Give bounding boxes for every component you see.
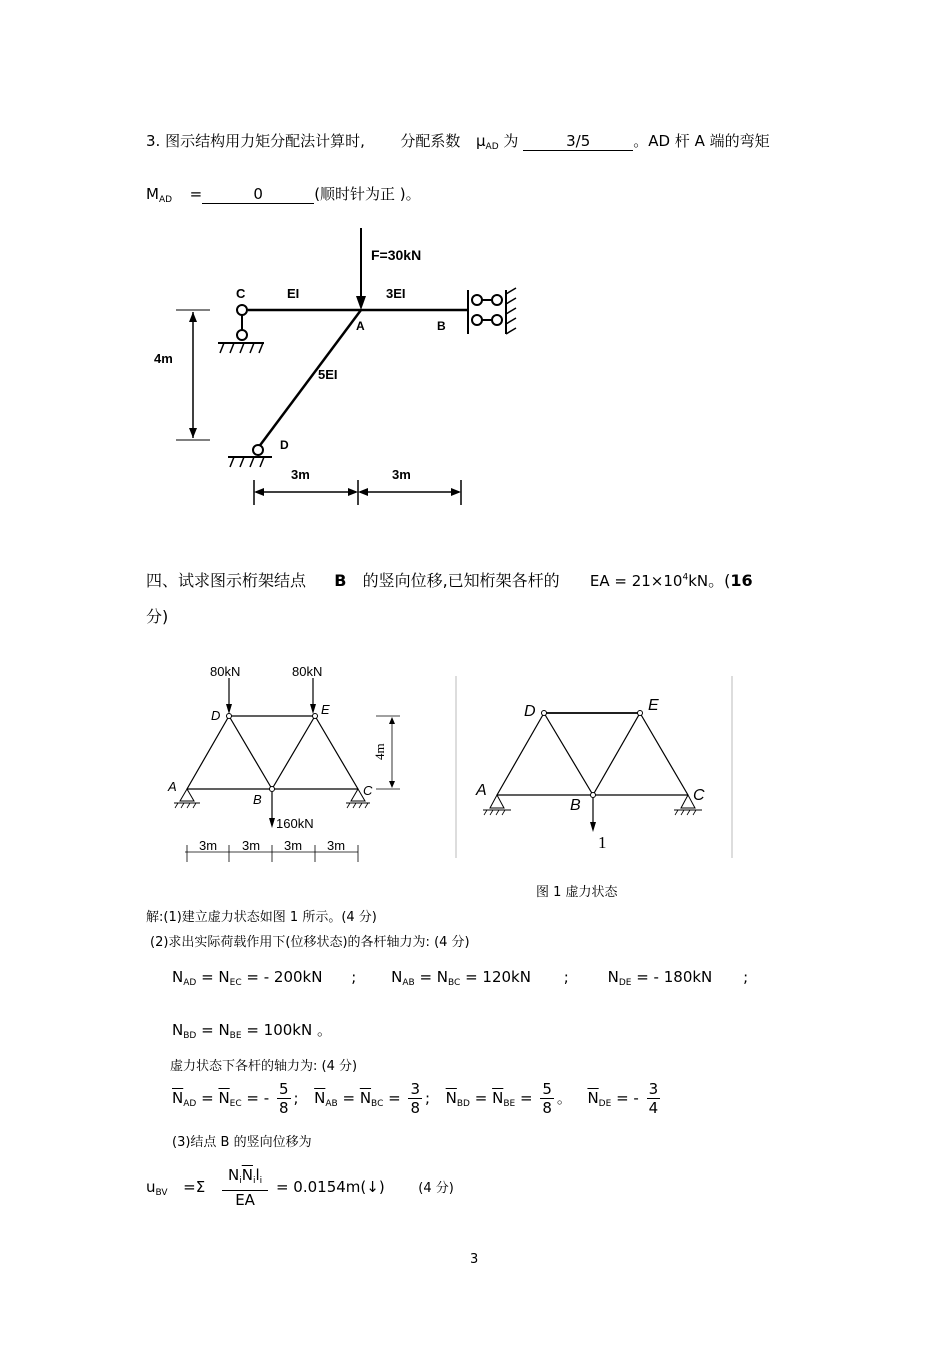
q4-line1 [146,568,753,591]
virtual-node-E-label: E [648,697,659,714]
moment-symbol: M [146,185,159,203]
mu-symbol: μ [476,132,486,150]
dim-3-label: 3m [284,838,303,853]
n-de: N [607,968,619,986]
ei-CA-label: EI [287,286,300,301]
virtual-node-A-label: A [476,782,487,799]
node-B-label: B [253,792,262,807]
q4-node-b: B [334,571,347,590]
wall-hatch-B-icon [506,288,516,334]
ea-value: EA = 21×10 [589,572,683,590]
roller-B1-icon [472,295,482,305]
n-ab-value: = 120kN [460,968,531,986]
q4-line2: 分) [146,607,169,626]
q4-text-a: 四、试求图示桁架结点 [146,571,307,590]
n-bd-value: = 100kN 。 [241,1021,332,1039]
formula-score: (4 分) [418,1181,454,1196]
node-E-label: E [321,702,330,717]
node-C-label: C [363,783,373,798]
displacement-fraction: $\frac{N_i\overline{N}_il_i}{EA}$ [222,1166,268,1209]
real-forces-line1: $N_{AD} = N_{EC}$ = - 200kN ; $N_{AB} = N_{BC} = 120kN$ ; $N_{DE}$ = - 180kN ; [172,968,749,988]
q3-text1: 3. 图示结构用力矩分配法计算时, [146,132,365,150]
real-forces-line2: $N_{BD} = N_{BE} = 100kN$ 。 [172,1021,332,1041]
down-arrow-icon: ↓ [366,1178,379,1196]
dim-1-label: 3m [199,838,218,853]
q3-text2: 分配系数 [400,132,461,150]
load-1-label: 80kN [210,664,241,679]
q3-line1 [146,130,770,152]
q4-score: 16 [730,571,753,590]
virtual-state-figure [452,672,737,862]
solution-step3: (3)结点 B 的竖向位移为 [172,1135,312,1150]
unit-load-arrow-icon [590,822,596,832]
answer-blank-1: 3/5 [523,132,633,151]
solution-step1: 解:(1)建立虚力状态如图 1 所示。(4 分) [146,910,377,925]
load-2-label: 80kN [292,664,323,679]
node-B-label: B [437,319,446,333]
n-bc: = N [414,968,448,986]
displacement-formula: $u_{BV} =\Sigma$ $\frac{N_i\overline{N}_il_i}{EA}$ = 0.0154m(↓) (4 分) [146,1166,454,1209]
moment-subscript: AD [158,195,173,205]
q3-text4: 。AD 杆 A 端的弯矩 [633,132,770,150]
virtual-node-B-label: B [570,797,581,814]
displacement-result: = 0.0154m( [275,1178,367,1196]
virtual-forces-line: $\overline{N}_{AD} = \overline{N}_{EC}$ = - $\frac{5}{8}$ ; $\overline{N}_{AB} = \overline{N}_{BC}$ = $\frac{3}{8}$ ; $\overline{N}_{BD} = \overline{N}_{BE}$ = $\frac{5}{8}$ 。 $\overline{N}_{DE}$ = - $\frac{3}{4}$ [172,1080,659,1117]
roller-B4-icon [492,315,502,325]
span-left-label: 3m [291,467,310,482]
member-AD [258,310,361,448]
roller-B3-icon [472,315,482,325]
fraction-5-8-b: $\frac{5}{8}$ [542,1080,552,1117]
virtual-truss-members [497,713,688,795]
node-A-label: A [168,779,177,794]
q3-line2 [146,183,421,205]
n-bd: N [172,1021,184,1039]
equals-sign: = [189,185,203,203]
virtual-node-D-label: D [524,703,536,720]
fraction-5-8-a: $\frac{5}{8}$ [278,1080,289,1117]
load-3-label: 160kN [276,816,314,831]
dim-4-label: 3m [327,838,346,853]
n-be: = N [196,1021,230,1039]
node-D-label: D [211,708,221,723]
fraction-3-8: $\frac{3}{8}$ [410,1080,421,1117]
node-C-label: C [236,286,246,301]
height-label: 4m [154,351,173,366]
virtual-node-C-label: C [693,787,705,804]
load-arrowhead-icon [356,296,366,310]
node-A-label: A [356,319,365,333]
height-label: 4m [372,743,387,760]
solution-step2: (2)求出实际荷载作用下(位移状态)的各杆轴力为: (4 分) [150,935,470,950]
dim-2-label: 3m [242,838,261,853]
hinge-C-icon [237,305,247,315]
n-ad: N [172,968,184,986]
ground-hatch-D-icon [230,457,264,467]
span-right-label: 3m [392,467,411,482]
q3-text5: (顺时针为正 )。 [314,185,421,203]
n-ab: N [391,968,403,986]
n-ad-value: = - 200kN [241,968,323,986]
unit-load-label: 1 [598,833,607,852]
n-ec: = N [196,968,230,986]
load-B-arrow-icon [269,818,275,828]
u-symbol: u [146,1178,156,1196]
truss-members [187,716,358,789]
figure-caption: 图 1 虚力状态 [536,885,618,900]
page-number: 3 [470,1252,479,1267]
load-E-arrow-icon [310,704,316,714]
mu-subscript: AD [485,142,499,152]
ground-hatch-C-icon [220,343,263,353]
frame-figure [140,222,540,522]
ei-AD-label: 5EI [318,367,338,382]
ea-unit: kN [688,572,709,590]
ea-exponent: 4 [682,572,689,583]
virtual-title: 虚力状态下各杆的轴力为: (4 分) [170,1059,358,1074]
support-A-icon [180,789,194,801]
virtual-support-A-icon [490,795,504,808]
q3-text3: 为 [503,132,519,150]
roller-B2-icon [492,295,502,305]
q4-text-c: 的竖向位移,已知桁架各杆的 [362,571,560,590]
q4-text-d: 。( [708,571,731,590]
truss-figure [160,655,420,870]
answer-blank-2: 0 [202,185,314,204]
node-D-label: D [280,438,289,452]
n-de-value: = - 180kN [631,968,713,986]
force-label: F=30kN [371,247,422,263]
load-D-arrow-icon [226,704,232,714]
sigma-symbol: Σ [195,1178,206,1196]
hinge-D-icon [253,445,263,455]
hinge-C-base-icon [237,330,247,340]
fraction-3-4: $\frac{3}{4}$ [648,1080,659,1117]
ei-AB-label: 3EI [386,286,406,301]
